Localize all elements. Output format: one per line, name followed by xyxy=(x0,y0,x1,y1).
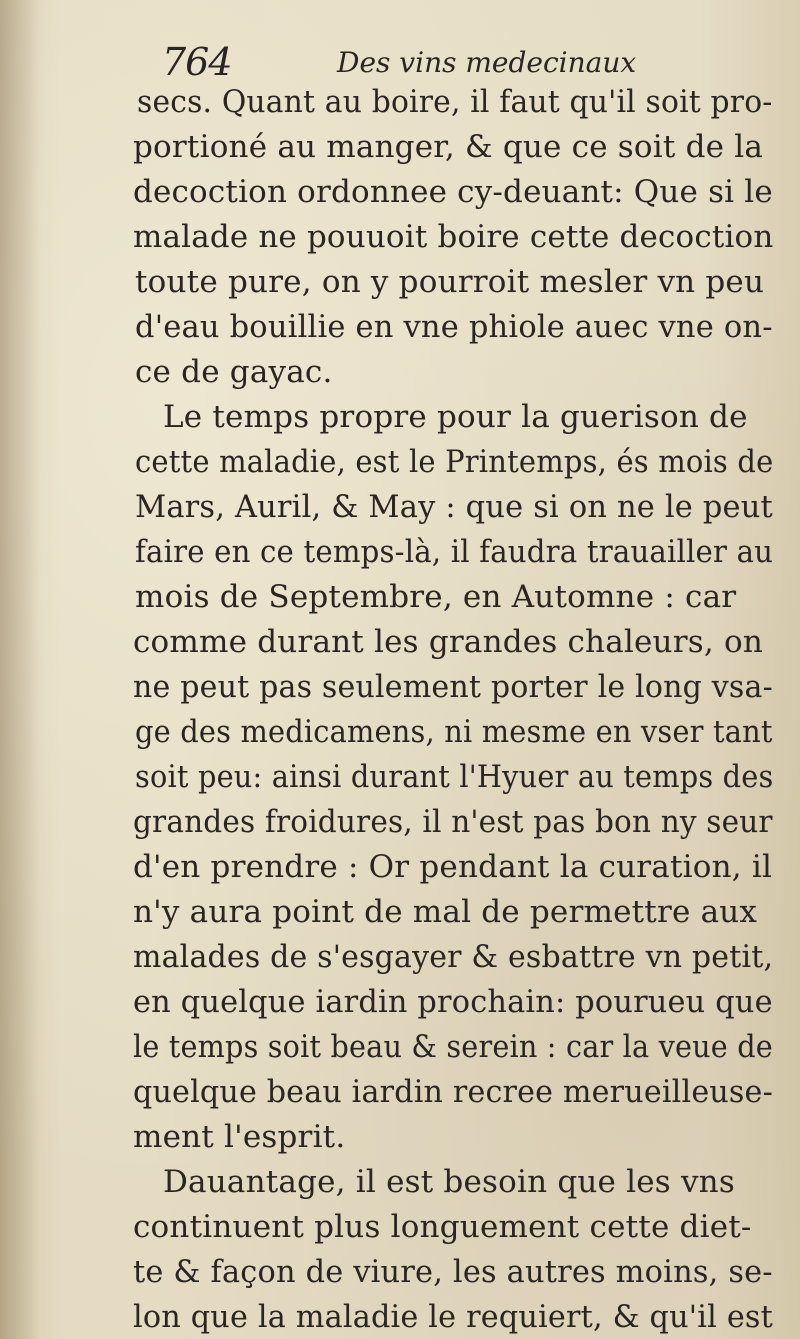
text-line: comme durant les grandes chaleurs, on xyxy=(133,624,763,660)
text-line: toute pure, on y pourroit mesler vn peu xyxy=(135,264,765,300)
text-line: le temps soit beau & serein : car la veue de xyxy=(133,1029,773,1065)
text-line: faire en ce temps-là, il faudra trauailler au xyxy=(135,534,774,570)
text-line: d'eau bouillie en vne phiole auec vne on- xyxy=(135,309,773,345)
text-line: lon que la maladie le requiert, & qu'il est xyxy=(133,1299,773,1335)
text-line: decoction ordonnee cy-deuant: Que si le xyxy=(133,174,773,210)
text-line: mois de Septembre, en Automne : car xyxy=(135,579,737,615)
text-line: continuent plus longuement cette diet- xyxy=(133,1209,752,1245)
body-text xyxy=(133,0,773,1339)
text-line: Le temps propre pour la guerison de xyxy=(163,399,748,435)
text-line: ce de gayac. xyxy=(135,354,333,390)
running-title: Des vins medecinaux xyxy=(337,46,637,79)
text-line: d'en prendre : Or pendant la curation, il xyxy=(133,849,773,885)
text-line: n'y aura point de mal de permettre aux xyxy=(133,894,758,930)
text-line: Mars, Auril, & May : que si on ne le peut xyxy=(135,489,773,525)
text-line: soit peu: ainsi durant l'Hyuer au temps des xyxy=(135,759,774,795)
text-line: ment l'esprit. xyxy=(133,1119,346,1155)
text-line: ne peut pas seulement porter le long vsa- xyxy=(133,669,773,705)
text-line: cette maladie, est le Printemps, és mois de xyxy=(135,444,774,480)
text-line: te & façon de viure, les autres moins, se- xyxy=(133,1254,773,1290)
text-line: secs. Quant au boire, il faut qu'il soit pro- xyxy=(137,84,773,120)
text-line: malade ne pouuoit boire cette decoction xyxy=(133,219,774,255)
text-line: grandes froidures, il n'est pas bon ny seur xyxy=(133,804,773,840)
page-gutter-shadow xyxy=(0,0,40,1339)
text-line: Dauantage, il est besoin que les vns xyxy=(163,1164,735,1200)
page-number: 764 xyxy=(162,40,232,84)
text-line: quelque beau iardin recree merueilleuse- xyxy=(133,1074,773,1110)
text-line: en quelque iardin prochain: pourueu que xyxy=(133,984,773,1020)
text-line: ge des medicamens, ni mesme en vser tant xyxy=(135,714,773,750)
text-line: portioné au manger, & que ce soit de la xyxy=(133,129,764,165)
text-line: malades de s'esgayer & esbattre vn petit, xyxy=(133,939,774,975)
